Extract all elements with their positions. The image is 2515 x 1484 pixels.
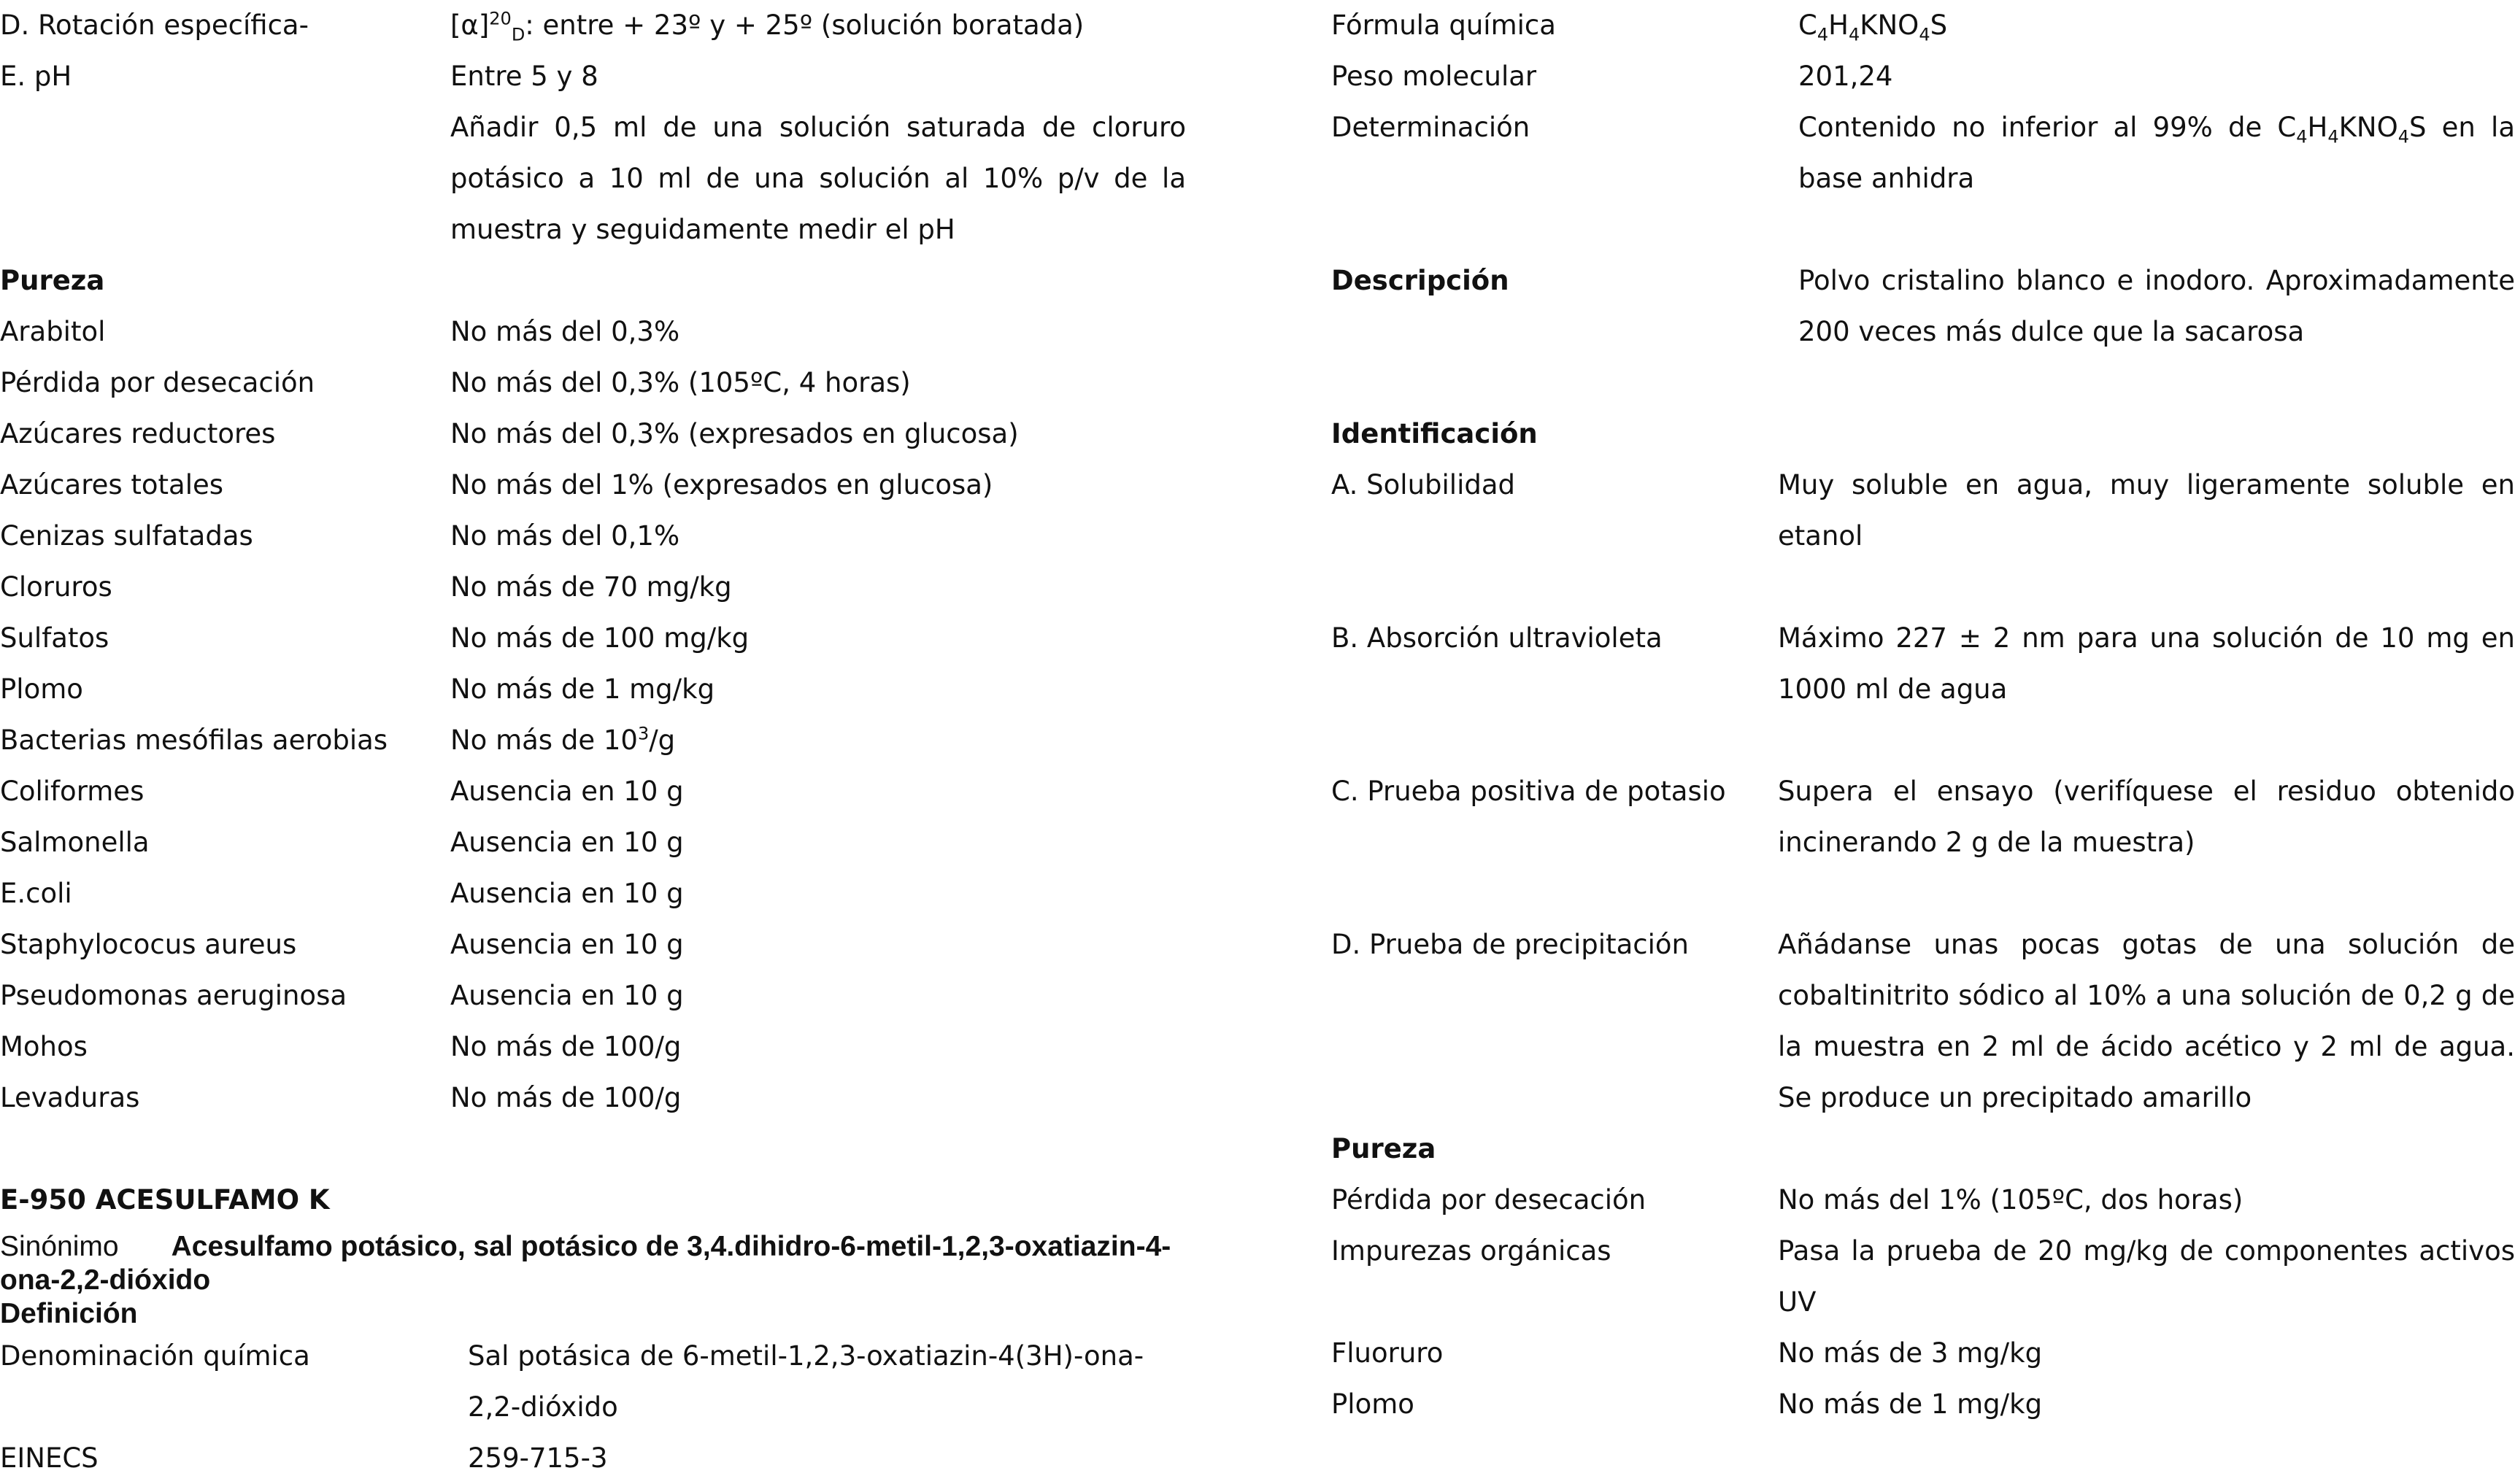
right-column bbox=[1331, 0, 2515, 1430]
section-heading-e950: E-950 ACESULFAMO K bbox=[0, 1184, 330, 1216]
row-value: Sal potásica de 6-metil-1,2,3-oxatiazin-4(3H)-ona-2,2-dióxido bbox=[468, 1340, 1144, 1423]
spec-row bbox=[0, 970, 1186, 1021]
row-label: Coliformes bbox=[0, 776, 145, 807]
row-label: E. pH bbox=[0, 61, 72, 92]
superscript: 3 bbox=[637, 723, 650, 744]
row-label: A. Solubilidad bbox=[1331, 469, 1516, 501]
left-column bbox=[0, 0, 1186, 1484]
spec-row bbox=[0, 358, 1186, 409]
row-value: No más del 0,3% (105ºC, 4 horas) bbox=[450, 367, 911, 398]
formula-element: C bbox=[1798, 9, 1817, 41]
formula-element: KNO bbox=[2338, 112, 2398, 143]
formula-element: H bbox=[2307, 112, 2328, 143]
pureza-list bbox=[1331, 1175, 2515, 1430]
formula-element: S bbox=[2409, 112, 2427, 143]
formula-element: S bbox=[1930, 9, 1948, 41]
row-label: Cloruros bbox=[0, 571, 112, 603]
spec-row bbox=[1331, 1379, 2515, 1430]
row-ph-note bbox=[0, 102, 1186, 255]
row-value: Supera el ensayo (verifíquese el residuo obtenido incinerando 2 g de la muestra) bbox=[1778, 776, 2515, 858]
formula-subscript: 4 bbox=[1919, 24, 1930, 45]
row-label: B. Absorción ultravioleta bbox=[1331, 622, 1663, 654]
row-value: No más de 1 mg/kg bbox=[450, 673, 715, 705]
row-label: Azúcares reductores bbox=[0, 418, 276, 449]
row-label: Staphylococus aureus bbox=[0, 929, 297, 960]
spec-row bbox=[0, 868, 1186, 919]
determinacion-value bbox=[1798, 102, 2515, 204]
row-value: Entre 5 y 8 bbox=[450, 61, 598, 92]
row-value bbox=[450, 715, 1186, 766]
determinacion-post: en la base anhidra bbox=[1798, 112, 2515, 194]
spec-row bbox=[1331, 1226, 2515, 1328]
sinonimo-value: Acesulfamo potásico, sal potásico de 3,4.dihidro-6-metil-1,2,3-oxatiazin-4-ona-2,2-dióxido bbox=[0, 1231, 1171, 1296]
spec-row bbox=[0, 817, 1186, 868]
spec-row bbox=[1331, 613, 2515, 715]
formula-element: H bbox=[1828, 9, 1849, 41]
row-label: C. Prueba positiva de potasio bbox=[1331, 776, 1726, 807]
row-value: Ausencia en 10 g bbox=[450, 827, 684, 858]
bacterias-suffix: /g bbox=[649, 724, 676, 756]
spec-row bbox=[1331, 1328, 2515, 1379]
spec-row bbox=[0, 511, 1186, 562]
spec-row bbox=[0, 562, 1186, 613]
alpha-symbol: [α] bbox=[450, 9, 490, 41]
row-label: Plomo bbox=[1331, 1388, 1414, 1420]
row-value: No más de 70 mg/kg bbox=[450, 571, 732, 603]
row-value: No más de 3 mg/kg bbox=[1778, 1337, 2043, 1369]
formula-subscript: 4 bbox=[1848, 24, 1860, 45]
row-einecs bbox=[0, 1433, 1186, 1484]
spec-row bbox=[0, 460, 1186, 511]
row-value: No más de 100 mg/kg bbox=[450, 622, 750, 654]
row-value: No más de 100/g bbox=[450, 1031, 682, 1062]
row-value: 201,24 bbox=[1798, 61, 1893, 92]
spec-row bbox=[0, 1073, 1186, 1124]
spec-row bbox=[1331, 919, 2515, 1124]
row-value: Añádanse unas pocas gotas de una solución de cobaltinitrito sódico al 10% a una solución de 0,2 g de la muestra en 2 ml de ácido acético y 2 ml de agua. Se produce un precipitado amarillo bbox=[1778, 929, 2515, 1113]
row-value: Máximo 227 ± 2 nm para una solución de 10 mg en 1000 ml de agua bbox=[1778, 622, 2515, 705]
spec-row bbox=[1331, 1175, 2515, 1226]
row-label: Fórmula química bbox=[1331, 9, 1556, 41]
pureza-heading: Pureza bbox=[1331, 1133, 1436, 1164]
row-value: No más de 100/g bbox=[450, 1082, 682, 1113]
row-label: D. Prueba de precipitación bbox=[1331, 929, 1689, 960]
row-label: D. Rotación específica- bbox=[0, 9, 309, 41]
row-value: Pasa la prueba de 20 mg/kg de componentes activos UV bbox=[1778, 1235, 2515, 1318]
row-label: Arabitol bbox=[0, 316, 106, 347]
spec-row bbox=[0, 613, 1186, 664]
row-label: Salmonella bbox=[0, 827, 150, 858]
spec-row bbox=[0, 409, 1186, 460]
row-rotacion-especifica bbox=[0, 0, 1186, 51]
row-label: Pseudomonas aeruginosa bbox=[0, 980, 347, 1011]
spec-row bbox=[1331, 460, 2515, 562]
row-label: Bacterias mesófilas aerobias bbox=[0, 724, 388, 756]
row-label: Mohos bbox=[0, 1031, 88, 1062]
row-label: E.coli bbox=[0, 878, 72, 909]
row-value: No más de 1 mg/kg bbox=[1778, 1388, 2043, 1420]
row-label: Pérdida por desecación bbox=[0, 367, 315, 398]
micro-list bbox=[0, 766, 1186, 1124]
formula-subscript: 4 bbox=[2327, 126, 2339, 147]
formula-subscript: 4 bbox=[2296, 126, 2308, 147]
row-label: Cenizas sulfatadas bbox=[0, 520, 253, 552]
row-label: Peso molecular bbox=[1331, 61, 1537, 92]
ph-note: Añadir 0,5 ml de una solución saturada de cloruro potásico a 10 ml de una solución al 10% p/v de la muestra y seguidamente medir el pH bbox=[450, 112, 1186, 245]
row-determinacion bbox=[1331, 102, 2515, 204]
row-label: Azúcares totales bbox=[0, 469, 224, 501]
row-bacterias bbox=[0, 715, 1186, 766]
spec-row bbox=[0, 664, 1186, 715]
formula-value bbox=[1798, 0, 2515, 51]
formula-element: KNO bbox=[1860, 9, 1919, 41]
row-label: Fluoruro bbox=[1331, 1337, 1444, 1369]
row-formula bbox=[1331, 0, 2515, 51]
spec-row bbox=[0, 919, 1186, 970]
row-descripcion bbox=[1331, 255, 2515, 358]
pureza-heading: Pureza bbox=[0, 265, 105, 296]
row-value bbox=[450, 0, 1186, 51]
determinacion-pre: Contenido no inferior al 99% de bbox=[1798, 112, 2278, 143]
row-value: No más del 1% (105ºC, dos horas) bbox=[1778, 1184, 2244, 1216]
formula-element: C bbox=[2277, 112, 2297, 143]
sinonimo bbox=[0, 1226, 1186, 1297]
row-value: Ausencia en 10 g bbox=[450, 878, 684, 909]
row-ph bbox=[0, 51, 1186, 102]
spec-row bbox=[0, 1021, 1186, 1073]
row-value: No más del 1% (expresados en glucosa) bbox=[450, 469, 993, 501]
formula-subscript: 4 bbox=[2397, 126, 2409, 147]
row-peso-molecular bbox=[1331, 51, 2515, 102]
pureza-list bbox=[0, 306, 1186, 715]
spec-row bbox=[0, 766, 1186, 817]
descripcion-value: Polvo cristalino blanco e inodoro. Aproximadamente 200 veces más dulce que la sacarosa bbox=[1798, 265, 2515, 347]
sinonimo-label: Sinónimo bbox=[0, 1231, 119, 1262]
row-label: Plomo bbox=[0, 673, 83, 705]
descripcion-heading: Descripción bbox=[1331, 265, 1509, 296]
superscript: 20 bbox=[489, 8, 512, 29]
row-label: Determinación bbox=[1331, 112, 1530, 143]
row-label: Impurezas orgánicas bbox=[1331, 1235, 1611, 1267]
row-label: Sulfatos bbox=[0, 622, 109, 654]
row-value: Muy soluble en agua, muy ligeramente soluble en etanol bbox=[1778, 469, 2515, 552]
spec-row bbox=[1331, 766, 2515, 868]
subscript: D bbox=[511, 24, 525, 45]
row-value: Ausencia en 10 g bbox=[450, 929, 684, 960]
row-value: 259-715-3 bbox=[468, 1442, 608, 1474]
row-label: Levaduras bbox=[0, 1082, 140, 1113]
row-label: Denominación química bbox=[0, 1340, 310, 1372]
definicion-heading: Definición bbox=[0, 1298, 138, 1329]
identificacion-heading: Identificación bbox=[1331, 418, 1538, 449]
row-value: Ausencia en 10 g bbox=[450, 980, 684, 1011]
identificacion-list bbox=[1331, 460, 2515, 1124]
row-value: Ausencia en 10 g bbox=[450, 776, 684, 807]
row-label: EINECS bbox=[0, 1442, 99, 1474]
bacterias-prefix: No más de 10 bbox=[450, 724, 638, 756]
row-label: Pérdida por desecación bbox=[1331, 1184, 1647, 1216]
spec-row bbox=[0, 306, 1186, 358]
row-value: No más del 0,1% bbox=[450, 520, 680, 552]
row-value: No más del 0,3% (expresados en glucosa) bbox=[450, 418, 1019, 449]
formula-subscript: 4 bbox=[1817, 24, 1829, 45]
row-value: No más del 0,3% bbox=[450, 316, 680, 347]
rotacion-text: : entre + 23º y + 25º (solución boratada) bbox=[525, 9, 1085, 41]
row-denominacion bbox=[0, 1331, 1186, 1433]
